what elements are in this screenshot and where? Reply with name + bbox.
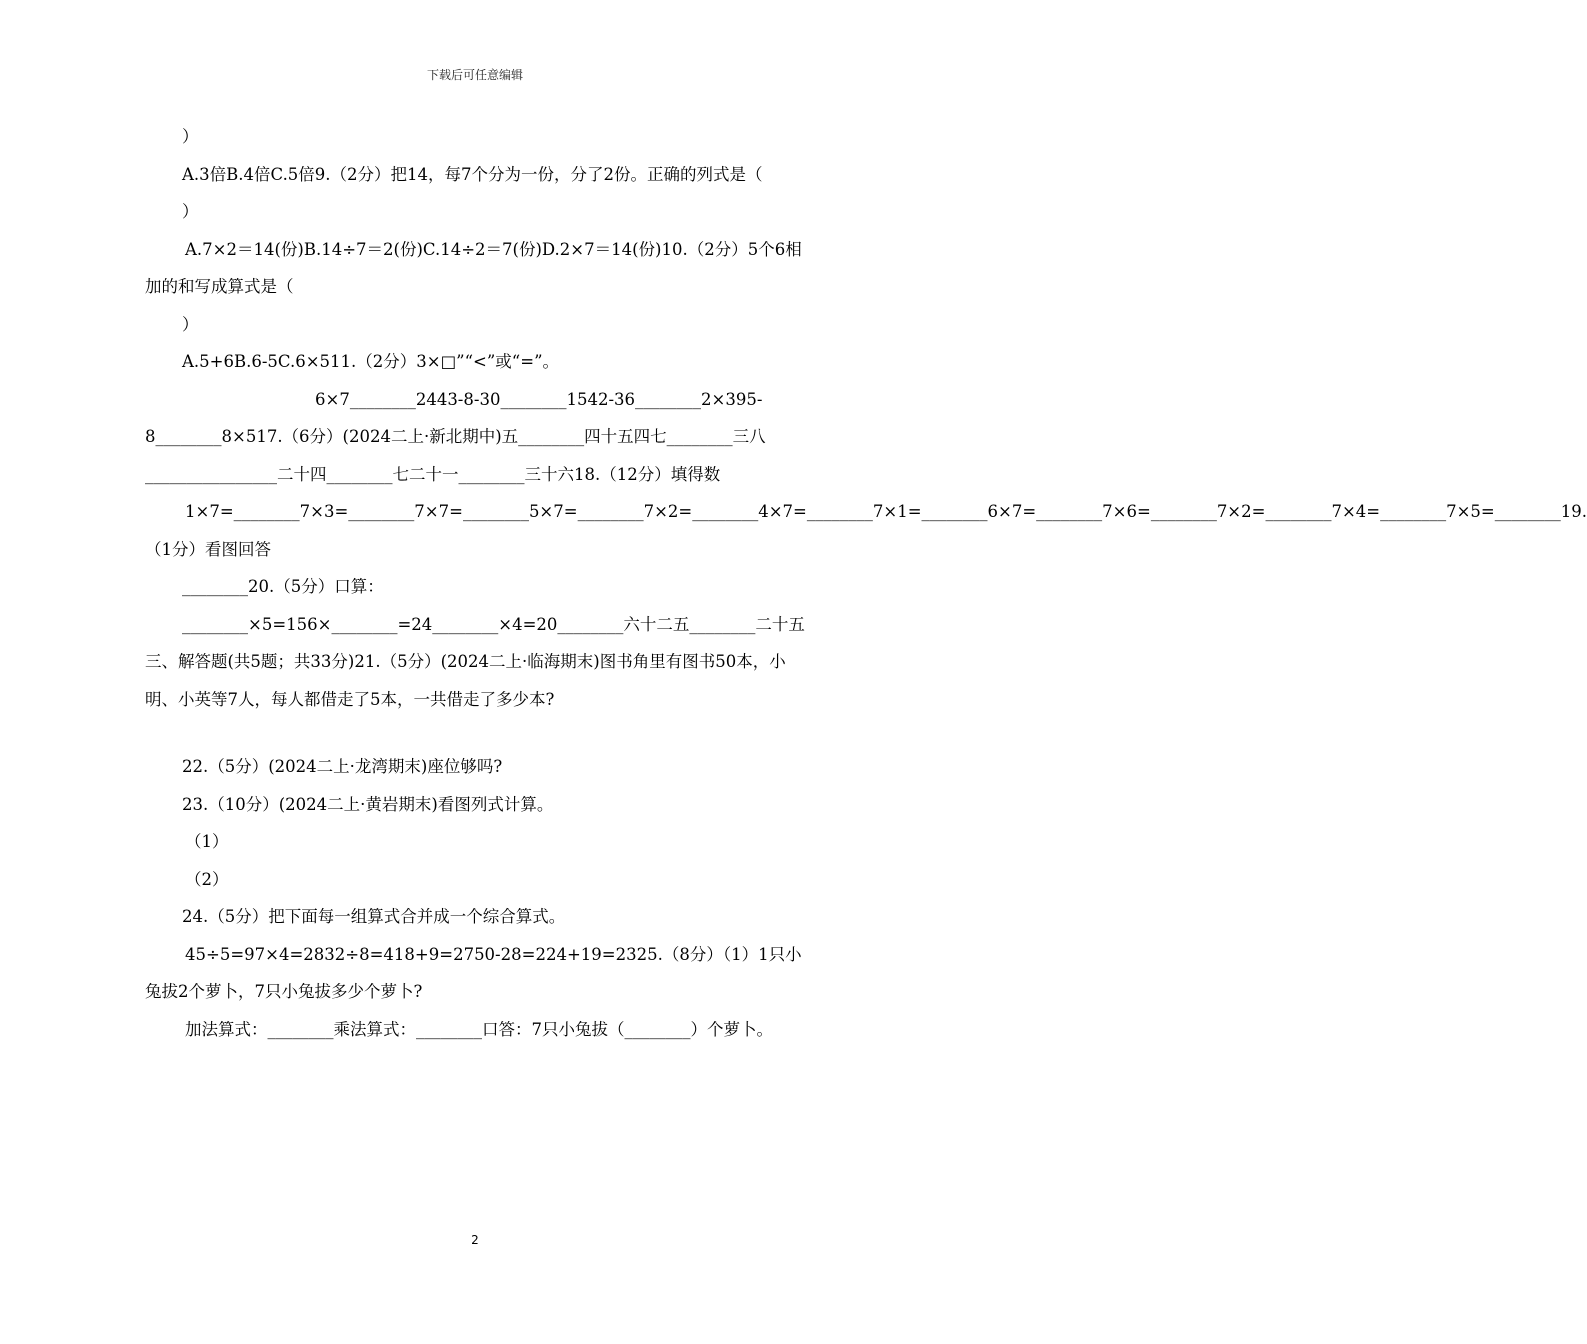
paragraph-6: A.5+6B.6-5C.6×511.（2分）3×□”“<”或“=”。 <box>182 352 560 371</box>
spacer <box>145 718 810 748</box>
paragraph-13: （1） <box>185 832 229 851</box>
paragraph-1: ） <box>182 127 199 146</box>
paragraph-14: （2） <box>185 869 229 889</box>
page-number: 2 <box>471 1233 479 1247</box>
page-header: 下载后可任意编辑 <box>426 68 523 82</box>
paragraph-3: ） <box>182 202 199 221</box>
paragraph-16: 45÷5=97×4=2832÷8=418+9=2750-28=224+19=2325.（8分）（1）1只小兔拔2个萝卜，7只小兔拔多少个萝卜? <box>145 944 802 1001</box>
paragraph-8: 1×7=________7×3=________7×7=________5×7=________7×2=________4×7=________7×1=________6×7=________7×6=________7×2=________7×4=________7×5=________19.（1分）看图回答 <box>145 502 1587 559</box>
paragraph-12: 23.（10分）(2024二上·黄岩期末)看图列式计算。 <box>182 794 554 814</box>
paragraph-4: A.7×2＝14(份)B.14÷7＝2(份)C.14÷2＝7(份)D.2×7＝14(份)10.（2分）5个6相加的和写成算式是（ <box>145 239 802 296</box>
paragraph-17: 加法算式：________乘法算式：________口答：7只小兔拔（________）个萝卜。 <box>185 1019 773 1039</box>
paragraph-11: 22.（5分）(2024二上·龙湾期末)座位够吗? <box>182 757 503 776</box>
paragraph-15: 24.（5分）把下面每一组算式合并成一个综合算式。 <box>182 907 566 926</box>
paragraph-10: ________×5=156×________=24________×4=20________六十二五________二十五三、解答题(共5题；共33分)21.（5分）(2024二上·临海期末)图书角里有图书50本，小明、小英等7人，每人都借走了5本，一共借走了多少本? <box>145 614 805 709</box>
paragraph-2: A.3倍B.4倍C.5倍9.（2分）把14，每7个分为一份，分了2份。正确的列式是（ <box>182 164 763 184</box>
paragraph-5: ） <box>182 314 199 334</box>
paragraph-7: 6×7________2443-8-30________1542-36________2×395-8________8×517.（6分）(2024二上·新北期中)五________四十五四七________三八________________二十四________七二十一________三十六18.（12分）填得数 <box>145 389 766 484</box>
paragraph-9: ________20.（5分）口算： <box>182 577 384 596</box>
document-body <box>145 118 1587 1048</box>
